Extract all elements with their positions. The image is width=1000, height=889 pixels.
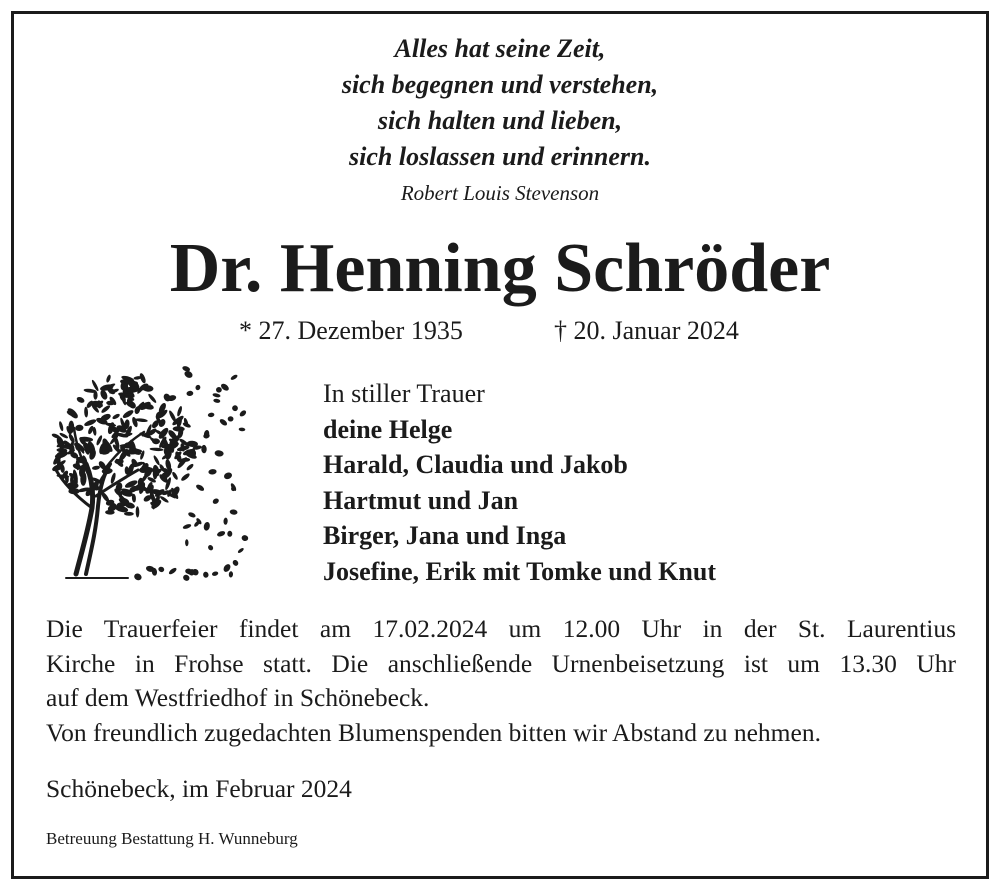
ceremony-line: Die Trauerfeier findet am 17.02.2024 um 12.00 Uhr in der St. Laurentius [46,614,956,643]
poem-line: sich loslassen und erinnern. [349,142,651,171]
poem-author: Robert Louis Stevenson [400,181,600,205]
mourner-name: Hartmut und Jan [323,485,519,515]
poem-line: Alles hat seine Zeit, [394,34,606,63]
ceremony-info [46,612,956,750]
deceased-name: Dr. Henning Schröder [169,230,831,307]
obituary-notice [11,11,989,879]
mourner-name: Harald, Claudia und Jakob [323,450,628,479]
poem [14,31,986,175]
poem-line: sich halten und lieben, [377,106,623,135]
ceremony-line: Von freundlich zugedachten Blumenspenden bitten wir Abstand zu nehmen. [46,717,821,747]
mourner-name: Birger, Jana und Inga [323,521,567,550]
ceremony-line: Kirche in Frohse statt. Die anschließende Urnenbeisetzung ist um 13.30 Uhr [46,648,956,678]
mourners-block [323,376,716,589]
ceremony-line: auf dem Westfriedhof in Schönebeck. [46,683,430,712]
mourner-name: deine Helge [323,414,453,444]
poem-line: sich begegnen und verstehen, [341,70,659,99]
birth-date: * 27. Dezember 1935 [239,316,463,345]
mourners-intro: In stiller Trauer [323,379,485,408]
mourner-name: Josefine, Erik mit Tomke und Knut [323,556,716,586]
tree-illustration [36,346,256,586]
death-date: † 20. Januar 2024 [554,316,739,345]
place-date: Schönebeck, im Februar 2024 [46,774,352,803]
undertaker: Betreuung Bestattung H. Wunneburg [46,829,298,848]
